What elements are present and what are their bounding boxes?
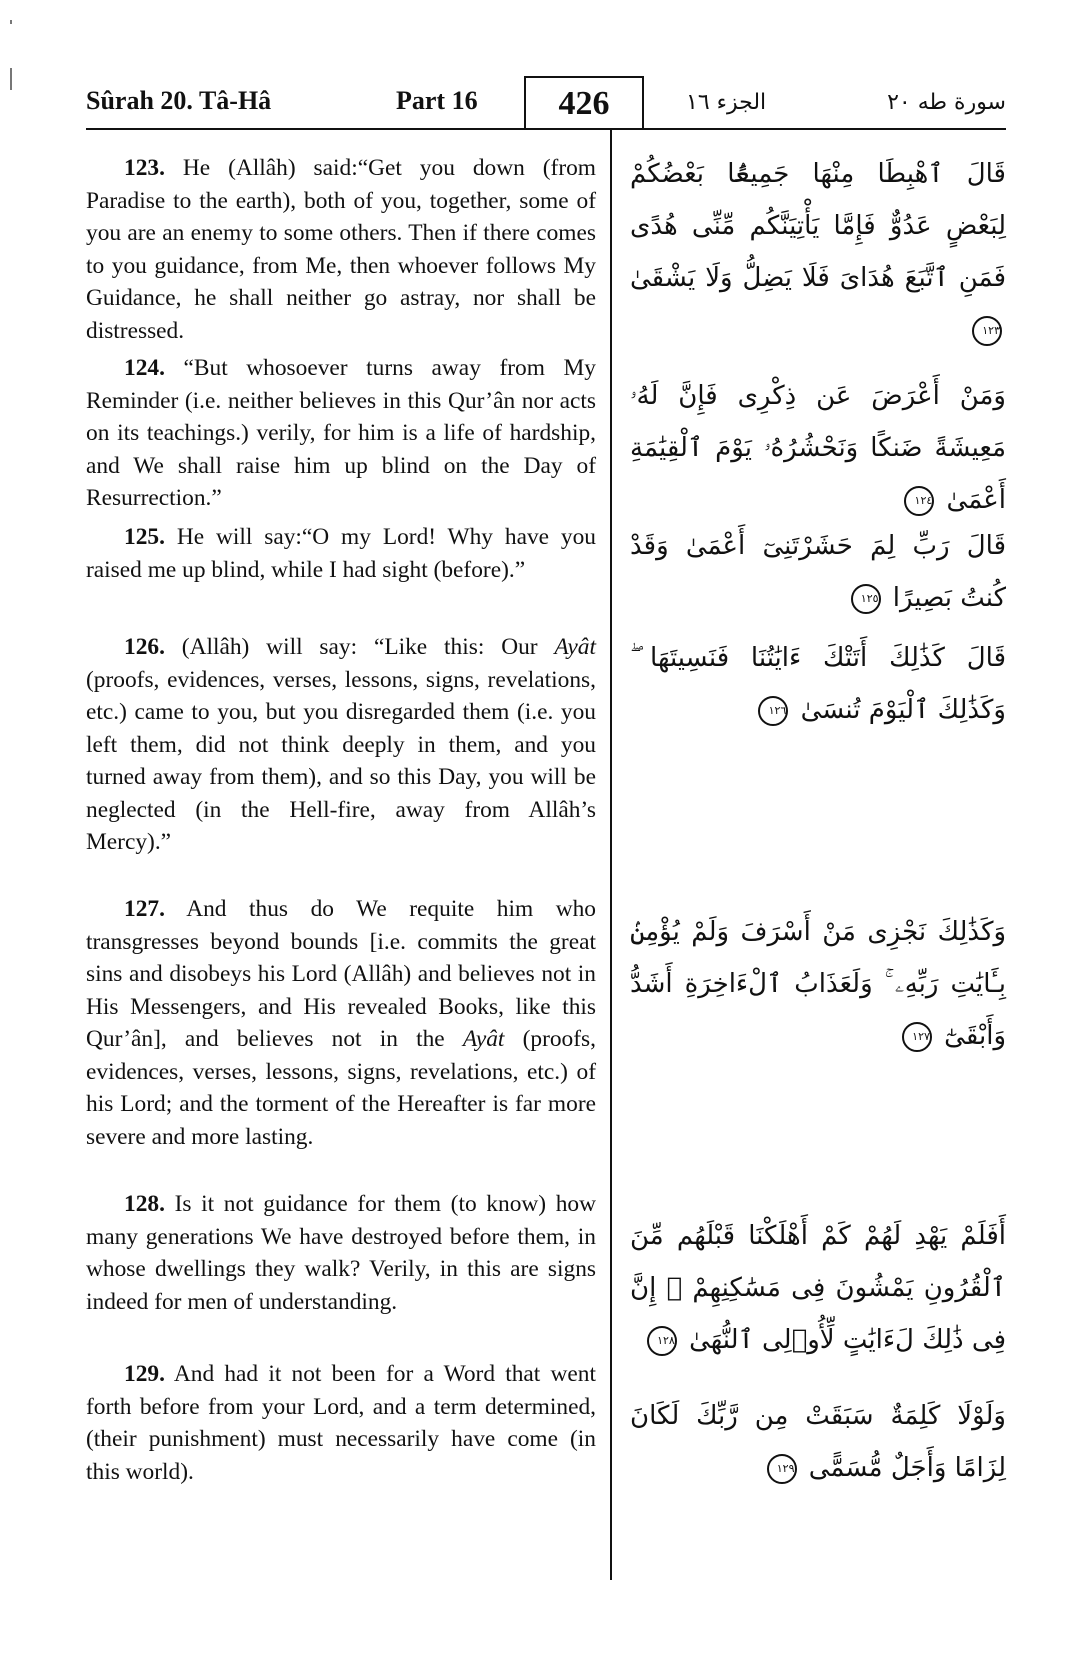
verse-text: And had it not been for a Word that went forth before from your Lord, and a term determined, (their punishment) must necessarily have come (in this world).: [86, 1361, 596, 1485]
verse-italic-term: Ayât: [554, 634, 596, 660]
verse-129-arabic: [630, 1390, 1006, 1494]
surah-title-arabic: سورة طه ٢٠: [887, 90, 1006, 115]
verse-number: 123.: [124, 155, 165, 181]
arabic-text: قَالَ ٱهْبِطَا مِنْهَا جَمِيعًۢا بَعْضُكُمْ لِبَعْضٍ عَدُوٌّ فَإِمَّا يَأْتِيَنَّكُم مِّنِّى هُدًى فَمَنِ ٱتَّبَعَ هُدَاىَ فَلَا يَضِلُّ وَلَا يَشْقَىٰ: [630, 159, 1006, 293]
part-label: Part 16: [396, 86, 478, 115]
ayah-end-icon: ١٢٥: [851, 584, 881, 614]
verse-text: He will say:“O my Lord! Why have you raised me up blind, while I had sight (before).”: [86, 524, 596, 583]
margin-mark: [10, 68, 12, 90]
ayah-end-icon: ١٢٦: [758, 696, 788, 726]
verse-text: He (Allâh) said:“Get you down (from Paradise to the earth), both of you, together, some of you are an enemy to some others. Then if there comes to you guidance, from Me, then whoever follows My Guidance, he shall neither go astray, nor shall be distressed.: [86, 155, 596, 344]
ayah-end-icon: ١٢٤: [904, 486, 934, 516]
verse-129-translation: [86, 1358, 596, 1488]
verse-124-translation: [86, 352, 596, 515]
page-header: [86, 78, 1006, 128]
verse-123-translation: [86, 152, 596, 347]
arabic-text: قَالَ كَذَٰلِكَ أَتَتْكَ ءَايَٰتُنَا فَنَسِيتَهَا ۖ وَكَذَٰلِكَ ٱلْيَوْمَ تُنسَىٰ: [630, 643, 1006, 725]
verse-text: (proofs, evidences, verses, lessons, signs, revelations, etc.) of his Lord; and the torment of the Hereafter is far more severe and more lasting.: [86, 1026, 596, 1150]
verse-number: 127.: [124, 896, 165, 922]
ayah-end-icon: ١٢٩: [767, 1454, 797, 1484]
verse-number: 126.: [124, 634, 165, 660]
verse-text: “But whosoever turns away from My Reminder (i.e. neither believes in this Qur’ân nor acts on its teachings.) verily, for him is a life of hardship, and We shall raise him up blind on the Day of Resurrection.”: [86, 355, 596, 511]
header-rule: [86, 128, 1006, 130]
verse-text: (proofs, evidences, verses, lessons, signs, revelations, etc.) came to you, but you disregarded them (i.e. you left them, did not think deeply in them, and you turned away from them), and so this Day, you will be neglected (in the Hell-fire, away from Allâh’s Mercy).”: [86, 666, 596, 855]
column-divider: [610, 130, 612, 1580]
ayah-end-icon: ١٢٣: [972, 316, 1002, 346]
verse-123-arabic: [630, 148, 1006, 356]
surah-title: Sûrah 20. Tâ-Hâ: [86, 86, 272, 115]
verse-number: 128.: [124, 1191, 165, 1217]
verse-number: 125.: [124, 524, 165, 550]
arabic-text: وَمَنْ أَعْرَضَ عَن ذِكْرِى فَإِنَّ لَهُۥ مَعِيشَةً ضَنكًا وَنَحْشُرُهُۥ يَوْمَ ٱلْقِيَٰمَةِ أَعْمَىٰ: [630, 381, 1006, 515]
verse-number: 124.: [124, 355, 165, 381]
arabic-text: أَفَلَمْ يَهْدِ لَهُمْ كَمْ أَهْلَكْنَا قَبْلَهُم مِّنَ ٱلْقُرُونِ يَمْشُونَ فِى مَسَٰكِنِهِمْ ۗ إِنَّ فِى ذَٰلِكَ لَءَايَٰتٍ لِّأُو۟لِى ٱلنُّهَىٰ: [630, 1221, 1006, 1355]
verse-125-arabic: [630, 520, 1006, 624]
verse-124-arabic: [630, 370, 1006, 526]
verse-128-arabic: [630, 1210, 1006, 1366]
arabic-text: وَكَذَٰلِكَ نَجْزِى مَنْ أَسْرَفَ وَلَمْ يُؤْمِنۢ بِـَٔايَٰتِ رَبِّهِۦ ۚ وَلَعَذَابُ ٱلْءَاخِرَةِ أَشَدُّ وَأَبْقَىٰٓ: [630, 917, 1006, 1051]
verse-text: And thus do We requite him who transgresses beyond bounds [i.e. commits the great sins and disobeys his Lord (Allâh) and believes not in His Messengers, and His revealed Books, like this Qur’ân], and believes not in the: [86, 896, 596, 1052]
verse-number: 129.: [124, 1361, 165, 1387]
verse-text: Is it not guidance for them (to know) how many generations We have destroyed before them, in whose dwellings they walk? Verily, in this are signs indeed for men of understanding.: [86, 1191, 596, 1315]
juz-label-arabic: الجزء ١٦: [686, 90, 767, 115]
verse-127-arabic: [630, 906, 1006, 1062]
ayah-end-icon: ١٢٨: [647, 1326, 677, 1356]
verse-125-translation: [86, 521, 596, 586]
verse-127-translation: [86, 893, 596, 1153]
verse-128-translation: [86, 1188, 596, 1318]
verse-text: (Allâh) will say: “Like this: Our: [164, 634, 555, 660]
arabic-text: وَلَوْلَا كَلِمَةٌ سَبَقَتْ مِن رَّبِّكَ لَكَانَ لِزَامًا وَأَجَلٌ مُّسَمًّى: [630, 1401, 1006, 1483]
verse-126-translation: [86, 631, 596, 859]
arabic-text: قَالَ رَبِّ لِمَ حَشَرْتَنِىٓ أَعْمَىٰ وَقَدْ كُنتُ بَصِيرًا: [630, 531, 1006, 613]
ayah-end-icon: ١٢٧: [902, 1022, 932, 1052]
verse-italic-term: Ayât: [462, 1026, 505, 1052]
page-number: 426: [524, 76, 644, 128]
margin-mark: [10, 20, 12, 24]
verse-126-arabic: [630, 632, 1006, 736]
